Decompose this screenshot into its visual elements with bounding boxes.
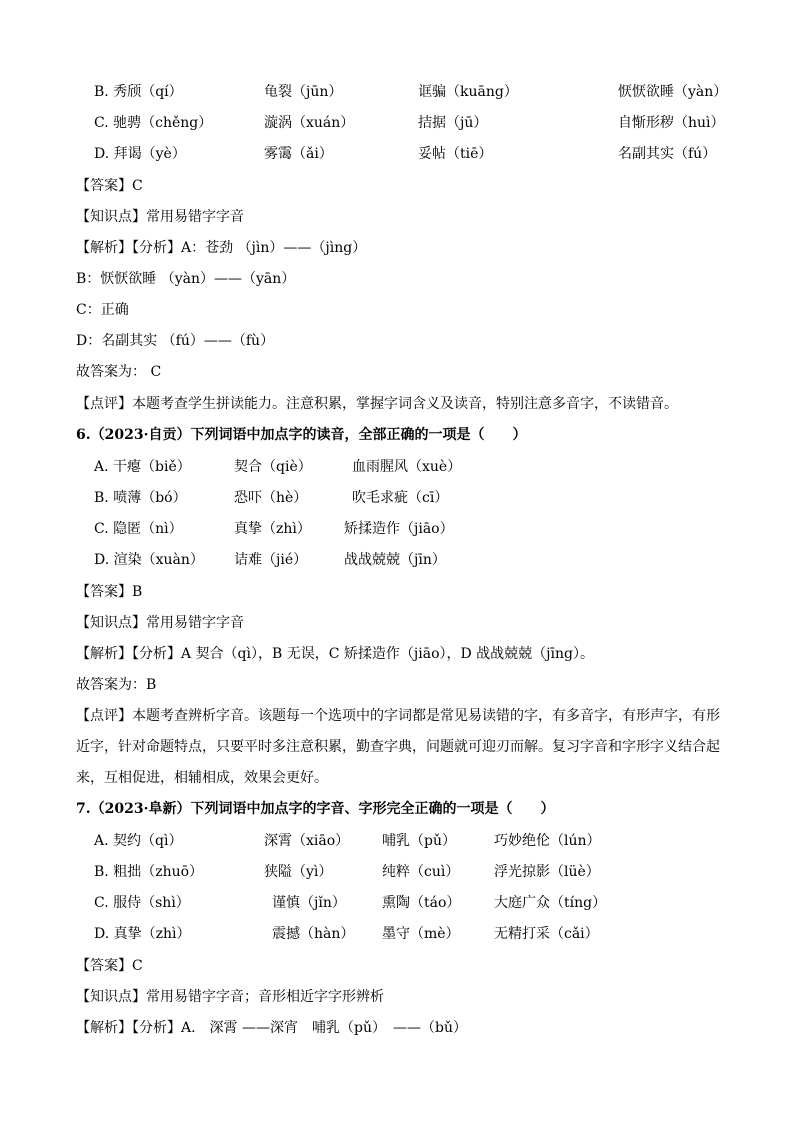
q6-option-item: 血雨腥风（xuè） bbox=[352, 459, 462, 475]
q7-question: 7.（2023·阜新）下列词语中加点字的字音、字形完全正确的一项是（ ） bbox=[76, 801, 555, 817]
q7-option-item: D. 真挚（zhì） bbox=[94, 926, 191, 942]
q6-knowledge: 【知识点】常用易错字字音 bbox=[76, 615, 244, 631]
q7-option-item: 巧妙绝伦（lún） bbox=[494, 833, 601, 849]
q7-analysis: 【解析】【分析】A. 深霄 ——深宵 哺乳（pǔ） ——（bǔ） bbox=[76, 1020, 467, 1036]
q6-option-item: 诘难（jié） bbox=[234, 552, 308, 568]
q6-option-item: B. 喷薄（bó） bbox=[94, 490, 187, 506]
q5-option-b-item: 龟裂（jūn） bbox=[264, 84, 343, 100]
q6-answer: 【答案】B bbox=[76, 584, 143, 600]
q5-answer: 【答案】C bbox=[76, 178, 143, 194]
q5-option-d-item: 雾霭（ǎi） bbox=[264, 146, 333, 162]
q6-option-item: 真挚（zhì） bbox=[234, 521, 311, 537]
q6-option-item: 战战兢兢（jīn） bbox=[344, 552, 446, 568]
q6-option-item: A. 干瘪（biě） bbox=[94, 459, 191, 475]
q6-question: 6.（2023·自贡）下列词语中加点字的读音，全部正确的一项是（ ） bbox=[76, 427, 527, 443]
q6-option-item: 矫揉造作（jiāo） bbox=[344, 521, 454, 537]
q5-comment: 【点评】本题考查学生拼读能力。注意积累，掌握字词含义及读音，特别注意多音字，不读错音。 bbox=[76, 396, 678, 412]
q5-option-c-item: 自惭形秽（huì） bbox=[618, 115, 725, 131]
q6-comment-line: 【点评】本题考查辨析字音。该题每一个选项中的字词都是常见易读错的字，有多音字，有形声字，有形 bbox=[76, 708, 720, 724]
q7-option-item: 谨慎（jǐn） bbox=[272, 895, 346, 911]
q7-option-item: 震撼（hàn） bbox=[272, 926, 355, 942]
q5-knowledge: 【知识点】常用易错字字音 bbox=[76, 209, 244, 225]
q5-option-c-item: 漩涡（xuán） bbox=[264, 115, 355, 131]
q5-analysis-line: B：恹恹欲睡 （yàn）——（yān） bbox=[76, 271, 296, 287]
q5-option-b-item: B. 秀颀（qí） bbox=[94, 84, 183, 100]
q7-option-item: 大庭广众（tíng） bbox=[494, 895, 607, 911]
q7-option-item: 深霄（xiāo） bbox=[264, 833, 350, 849]
q5-option-d-item: D. 拜谒（yè） bbox=[94, 146, 186, 162]
q7-option-item: 无精打采（cǎi） bbox=[494, 926, 599, 942]
q7-option-item: B. 粗拙（zhuō） bbox=[94, 864, 204, 880]
q5-conclusion: 故答案为： C bbox=[76, 364, 162, 380]
q6-comment-line: 近字，针对命题特点，只要平时多注意积累，勤查字典，问题就可迎刃而解。复习字音和字形字义结合起 bbox=[76, 739, 720, 755]
q6-option-item: C. 隐匿（nì） bbox=[94, 521, 183, 537]
q7-option-item: C. 服侍（shì） bbox=[94, 895, 190, 911]
q6-analysis: 【解析】【分析】A 契合（qì），B 无误，C 矫揉造作（jiāo），D 战战兢兢（jīng）。 bbox=[76, 646, 594, 662]
q7-knowledge: 【知识点】常用易错字字音；音形相近字字形辨析 bbox=[76, 989, 384, 1005]
q7-answer: 【答案】C bbox=[76, 958, 143, 974]
q7-option-item: 浮光掠影（lüè） bbox=[494, 864, 600, 880]
q5-option-d-item: 名副其实（fú） bbox=[618, 146, 717, 162]
q5-option-b-item: 诓骗（kuāng） bbox=[418, 84, 518, 100]
q5-analysis-line: C：正确 bbox=[76, 302, 129, 318]
q6-option-item: 吹毛求疵（cī） bbox=[352, 490, 449, 506]
q5-analysis-line: 【解析】【分析】A：苍劲 （jìn）——（jìng） bbox=[76, 240, 367, 256]
q7-option-item: 熏陶（táo） bbox=[382, 895, 461, 911]
q6-option-item: 契合（qiè） bbox=[234, 459, 312, 475]
q6-comment-line: 来，互相促进，相辅相成，效果会更好。 bbox=[76, 770, 328, 786]
q5-option-c-item: C. 驰骋（chěng） bbox=[94, 115, 213, 131]
q7-option-item: 墨守（mè） bbox=[382, 926, 460, 942]
q5-option-b-item: 恹恹欲睡（yàn） bbox=[618, 84, 728, 100]
q7-option-item: 哺乳（pǔ） bbox=[382, 833, 456, 849]
q6-conclusion: 故答案为：B bbox=[76, 677, 157, 693]
q5-option-c-item: 拮据（jū） bbox=[418, 115, 488, 131]
q6-option-item: D. 渲染（xuàn） bbox=[94, 552, 204, 568]
q7-option-item: 狭隘（yì） bbox=[264, 864, 333, 880]
q5-analysis-line: D：名副其实 （fú）——（fù） bbox=[76, 333, 275, 349]
q5-option-d-item: 妥帖（tiē） bbox=[418, 146, 493, 162]
q6-option-item: 恐吓（hè） bbox=[234, 490, 308, 506]
q7-option-item: A. 契约（qì） bbox=[94, 833, 183, 849]
q7-option-item: 纯粹（cuì） bbox=[382, 864, 460, 880]
